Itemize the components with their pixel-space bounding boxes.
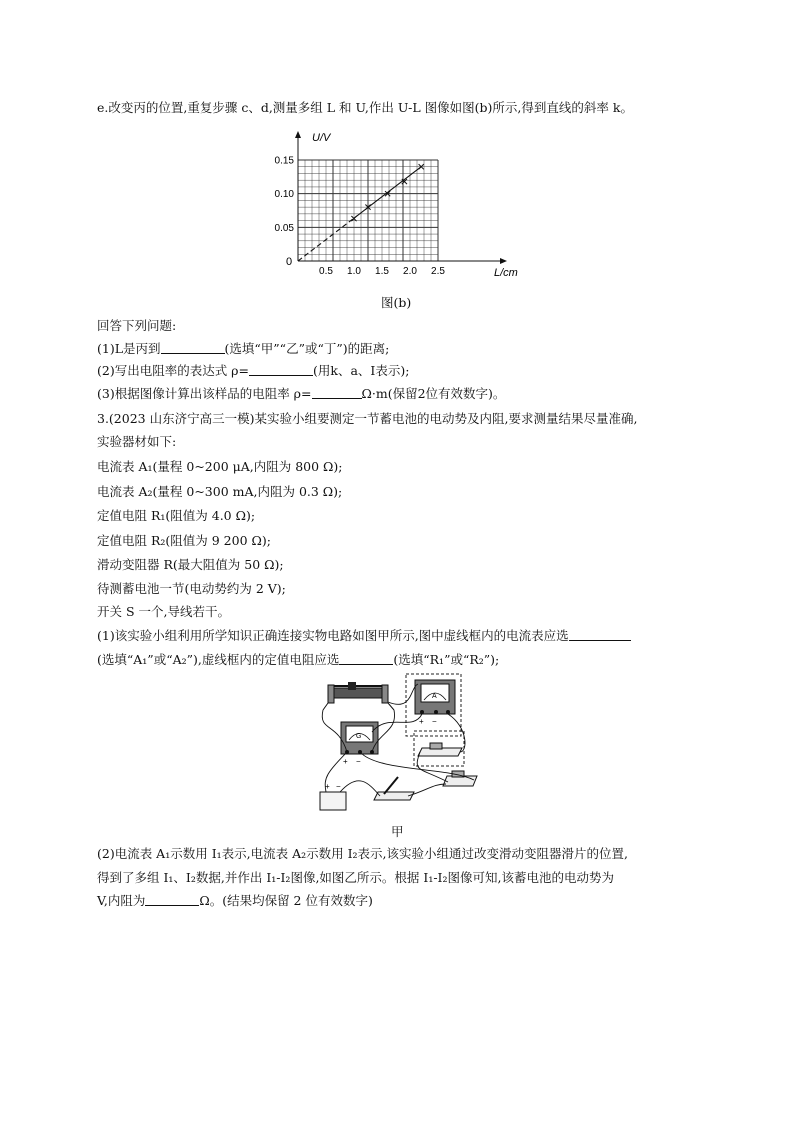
rheostat-icon (323, 682, 394, 710)
y-axis-label: U/V (312, 132, 331, 144)
answer-blank[interactable] (569, 628, 631, 641)
plus-label: + (325, 782, 330, 791)
minus-label: − (432, 717, 437, 726)
ammeter-icon (415, 680, 455, 726)
problem-3-q2-line3 (97, 893, 373, 909)
problem-3-q2-text-3b: Ω。(结果均保留 2 位有效数字) (199, 893, 373, 908)
resistor-icon (418, 743, 462, 756)
item-resistor-r1: 定值电阻 R₁(阻值为 4.0 Ω); (97, 508, 256, 523)
minus-label: − (356, 757, 361, 766)
minus-label: − (336, 782, 341, 791)
item-switch: 开关 S 一个,导线若干。 (97, 604, 230, 619)
problem-3-line1: 3.(2023 山东济宁高三一模)某实验小组要测定一节蓄电池的电动势及内阻,要求测量结果尽量准确, (97, 411, 638, 426)
plus-label: + (419, 717, 424, 726)
x-tick-label: 0.5 (319, 266, 333, 277)
question-1-prefix: (1)L是丙到 (97, 341, 161, 356)
item-battery: 待测蓄电池一节(电动势约为 2 V); (97, 581, 286, 596)
problem-3-line2: 实验器材如下: (97, 434, 177, 449)
figure-jia-caption: 甲 (391, 824, 404, 839)
answer-blank[interactable] (145, 893, 199, 906)
fit-line (354, 167, 421, 218)
y-tick-label: 0.10 (274, 189, 294, 201)
problem-3-q1-line2 (97, 652, 499, 668)
chart-axes (295, 131, 507, 264)
battery-icon (320, 782, 346, 810)
galvanometer-symbol: G (356, 733, 362, 740)
answer-blank[interactable] (339, 652, 393, 665)
question-2-prefix: (2)写出电阻率的表达式 ρ= (97, 363, 250, 378)
origin-label: 0 (286, 256, 293, 268)
step-e-text: e.改变丙的位置,重复步骤 c、d,测量多组 L 和 U,作出 U-L 图像如图(b)所示,得到直线的斜率 k。 (97, 100, 633, 115)
problem-3-q1-text: (1)该实验小组利用所学知识正确连接实物电路如图甲所示,图中虚线框内的电流表应选 (97, 628, 569, 643)
problem-3-q1-text-2a: (选填“A₁”或“A₂”),虚线框内的定值电阻应选 (97, 652, 340, 667)
question-3-suffix: Ω·m(保留2位有效数字)。 (361, 386, 506, 401)
question-3-prefix: (3)根据图像计算出该样品的电阻率 ρ= (97, 386, 312, 401)
problem-3-q1-text-2b: (选填“R₁”或“R₂”); (393, 652, 500, 667)
x-tick-label: 1.5 (375, 266, 389, 277)
y-axis-arrow (295, 131, 301, 138)
chart-grid (298, 160, 438, 261)
x-tick-label: 2.0 (403, 266, 417, 277)
problem-3-q2-line1: (2)电流表 A₁示数用 I₁表示,电流表 A₂示数用 I₂表示,该实验小组通过改变滑动变阻器滑片的位置, (97, 846, 628, 861)
question-2 (97, 363, 409, 379)
item-ammeter-a2: 电流表 A₂(量程 0~300 mA,内阻为 0.3 Ω); (97, 484, 343, 499)
problem-3-q1-line1 (97, 628, 631, 644)
galvanometer-icon (341, 722, 378, 766)
problem-3-q2-text-3a: V,内阻为 (97, 893, 146, 908)
answer-blank[interactable] (249, 363, 313, 376)
question-2-suffix: (用k、a、I表示); (313, 363, 410, 378)
x-tick-label: 2.5 (431, 266, 445, 277)
x-axis-arrow (500, 258, 507, 264)
figure-b-chart (262, 125, 522, 285)
y-tick-label: 0.05 (274, 222, 294, 234)
question-3 (97, 386, 505, 402)
item-ammeter-a1: 电流表 A₁(量程 0~200 μA,内阻为 800 Ω); (97, 459, 343, 474)
answer-blank[interactable] (161, 341, 225, 354)
problem-3-q2-line2: 得到了多组 I₁、I₂数据,并作出 I₁-I₂图像,如图乙所示。根据 I₁-I₂图像可知,该蓄电池的电动势为 (97, 870, 614, 885)
question-1 (97, 341, 389, 357)
answer-intro: 回答下列问题: (97, 318, 177, 333)
item-resistor-r2: 定值电阻 R₂(阻值为 9 200 Ω); (97, 533, 271, 548)
plus-label: + (343, 757, 348, 766)
item-rheostat: 滑动变阻器 R(最大阻值为 50 Ω); (97, 557, 284, 572)
question-1-suffix: (选填“甲”“乙”或“丁”)的距离; (224, 341, 390, 356)
answer-blank[interactable] (312, 386, 362, 399)
ammeter-symbol: A (432, 693, 437, 700)
figure-b-caption: 图(b) (381, 295, 412, 310)
x-tick-label: 1.0 (347, 266, 361, 277)
y-tick-label: 0.15 (274, 155, 294, 167)
x-axis-label: L/cm (494, 267, 518, 279)
figure-jia-circuit (318, 672, 488, 817)
switch-icon (374, 777, 414, 800)
